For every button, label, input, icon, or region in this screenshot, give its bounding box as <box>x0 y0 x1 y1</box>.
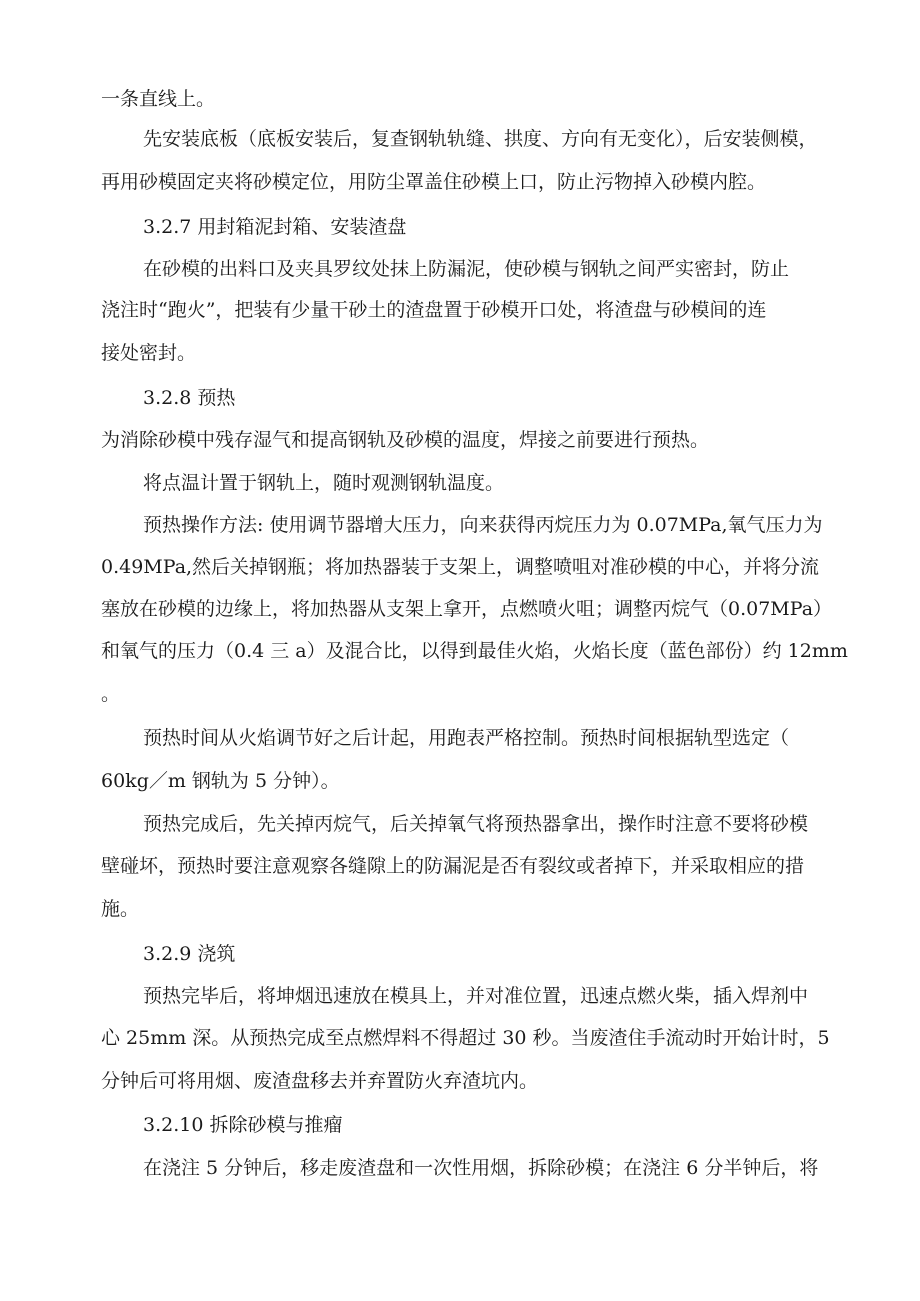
text-line: 先安装底板（底板安装后，复查钢轨轨缝、拱度、方向有无变化），后安装侧模， <box>143 128 818 150</box>
text-line: 0.49MPa,然后关掉钢瓶；将加热器装于支架上，调整喷咀对准砂模的中心，并将分流 <box>101 556 820 578</box>
text-line: 再用砂模固定夹将砂模定位，用防尘罩盖住砂模上口，防止污物掉入砂模内腔。 <box>101 171 767 193</box>
text-line: 浇注时“跑火”，把装有少量干砂土的渣盘置于砂模开口处，将渣盘与砂模间的连 <box>101 299 767 321</box>
text-line: 预热完毕后，将坤烟迅速放在模具上，并对准位置，迅速点燃火柴，插入焊剂中 <box>143 985 809 1007</box>
text-line: 和氧气的压力（0.4 三 a）及混合比，以得到最佳火焰，火焰长度（蓝色部份）约 12mm <box>101 640 848 662</box>
text-line: 为消除砂模中残存湿气和提高钢轨及砂模的温度，焊接之前要进行预热。 <box>101 429 710 451</box>
text-line: 壁碰坏，预热时要注意观察各缝隙上的防漏泥是否有裂纹或者掉下，并采取相应的措 <box>101 855 805 877</box>
section-heading: 3.2.10 拆除砂模与推瘤 <box>143 1114 343 1136</box>
text-line: 心 25mm 深。从预热完成至点燃焊料不得超过 30 秒。当废渣住手流动时开始计时，5 <box>101 1027 830 1049</box>
text-line: 。 <box>101 683 121 705</box>
section-heading: 3.2.9 浇筑 <box>143 943 236 965</box>
text-line: 预热时间从火焰调节好之后计起，用跑表严格控制。预热时间根据轨型选定（ <box>143 727 790 749</box>
text-line: 分钟后可将用烟、废渣盘移去并弃置防火弃渣坑内。 <box>101 1070 539 1092</box>
text-line: 在砂模的出料口及夹具罗纹处抹上防漏泥，使砂模与钢轨之间严实密封，防止 <box>143 258 790 280</box>
text-line: 施。 <box>101 898 140 920</box>
section-heading: 3.2.7 用封箱泥封箱、安装渣盘 <box>143 216 407 238</box>
text-line: 将点温计置于钢轨上，随时观测钢轨温度。 <box>143 472 505 494</box>
text-line: 接处密封。 <box>101 342 197 364</box>
text-line: 一条直线上。 <box>101 88 216 110</box>
section-heading: 3.2.8 预热 <box>143 387 236 409</box>
text-line: 塞放在砂模的边缘上，将加热器从支架上拿开，点燃喷火咀；调整丙烷气（0.07MPa） <box>101 598 833 620</box>
text-line: 预热完成后，先关掉丙烷气，后关掉氧气将预热器拿出，操作时注意不要将砂模 <box>143 813 809 835</box>
text-line: 60kg／m 钢轨为 5 分钟）。 <box>101 770 340 792</box>
text-line: 在浇注 5 分钟后，移走废渣盘和一次性用烟，拆除砂模；在浇注 6 分半钟后，将 <box>143 1157 819 1179</box>
text-line: 预热操作方法: 使用调节器增大压力，向来获得丙烷压力为 0.07MPa,氧气压力为 <box>143 514 823 536</box>
